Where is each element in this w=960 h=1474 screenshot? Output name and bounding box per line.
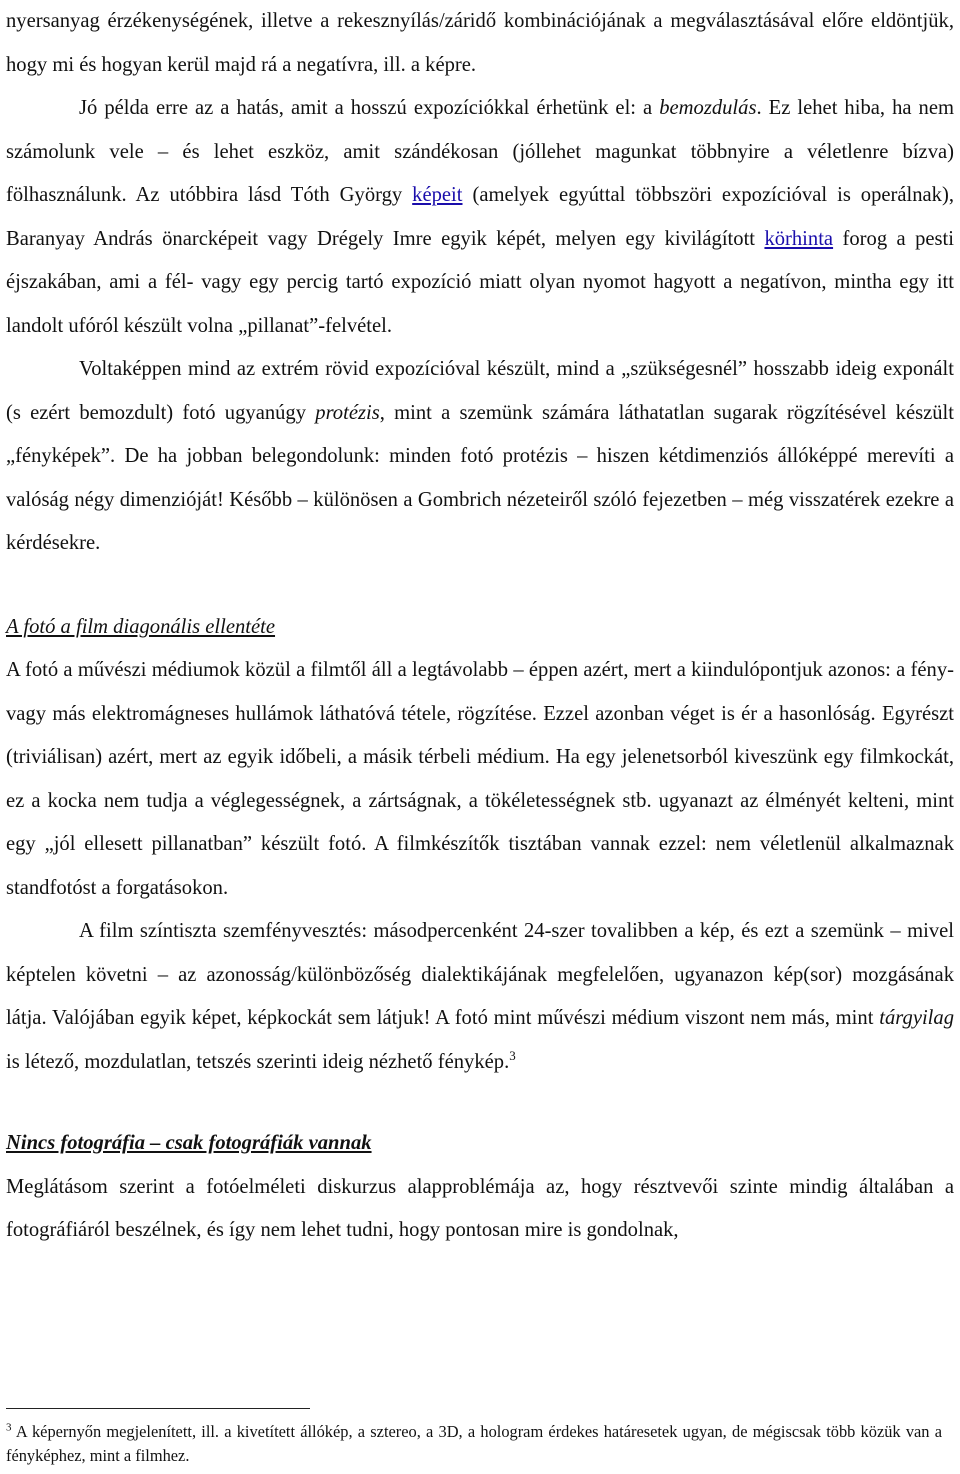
link-kepeit[interactable]: képeit <box>412 184 463 206</box>
paragraph-text: Voltaképpen mind az extrém rövid expozícióval készült, mind a „szükségesnél” hosszabb ideig exponált (s ezért bemozdult) fotó ugyanúgy <box>6 358 954 424</box>
paragraph-text: , mint a szemünk számára láthatatlan sugarak rögzítésével készült „fényképek”. De ha jobban belegondolunk: minden fotó protézis – hiszen kétdimenziós állóképpé merevíti a valóság négy dimenzióját! Később – különösen a Gombrich nézeteiről szóló fejezetben – még visszatérek ezekre a kérdésekre. <box>6 401 954 554</box>
heading-text: Nincs fotográfia – csak fotográfiák vannak <box>6 1132 372 1154</box>
section-heading-2 <box>6 1122 954 1166</box>
paragraph-text: . Ez lehet hiba, ha nem számolunk vele – és lehet eszköz, amit szándékosan (jóllehet magunkat többnyire a véletlenre bízva) fölhasználunk. Az utóbbira lásd Tóth György <box>6 97 954 206</box>
paragraph-text: A film színtiszta szemfényvesztés: másodpercenként 24-szer tovalibben a kép, és ezt a szemünk – mivel képtelen követni – az azonosság/különbözőség dialektikájának megfelelően, ugyanazon kép(sor) mozgásának látja. Valójában egyik képet, képkockát sem látjuk! A fotó mint művészi médium viszont nem más, mint <box>6 920 954 1029</box>
footnote-reference[interactable]: 3 <box>509 1047 516 1063</box>
heading-text: A fotó a film diagonális ellentéte <box>6 615 276 638</box>
paragraph-text: nyersanyag érzékenységének, illetve a rekesznyílás/záridő kombinációjának a megválasztásával előre eldöntjük, hogy mi és hogyan kerül majd rá a negatívra, ill. a képre. <box>6 10 954 76</box>
emphasis-protezis: protézis <box>315 401 380 424</box>
emphasis-bemozdulas: bemozdulás <box>659 97 757 119</box>
paragraph-6 <box>6 1166 954 1253</box>
paragraph-text: forog a pesti éjszakában, ami a fél- vagy egy percig tartó expozíció miatt olyan nyomot hagyott a negatívon, mintha egy itt landolt ufóról készült volna „pillanat”-felvétel. <box>6 227 954 337</box>
paragraph-3 <box>6 348 954 566</box>
paragraph-1 <box>6 0 954 87</box>
paragraph-text: is létező, mozdulatlan, tetszés szerinti ideig nézhető fénykép. <box>6 1050 510 1073</box>
paragraph-4 <box>6 649 954 910</box>
paragraph-text: Meglátásom szerint a fotóelméleti diskurzus alapproblémája az, hogy résztvevői szinte mindig általában a fotográfiáról beszélnek, és így nem lehet tudni, hogy pontosan mire is gondolnak, <box>6 1175 954 1241</box>
footnote <box>6 1420 942 1467</box>
section-heading-1 <box>6 606 954 650</box>
link-korhinta[interactable]: körhinta <box>764 227 834 250</box>
paragraph-text: Jó példa erre az a hatás, amit a hosszú expozíciókkal érhetünk el: a <box>79 97 660 119</box>
paragraph-5 <box>6 910 954 1084</box>
paragraph-text: A fotó a művészi médiumok közül a filmtől áll a legtávolabb – éppen azért, mert a kiindulópontjuk azonos: a fény- vagy más elektromágneses hullámok láthatóvá tétele, rögzítése. Ezzel azonban véget is ér a hasonlóság. Egyrészt (triviálisan) azért, mert az egyik időbeli, a másik térbeli médium. Ha egy jelenetsorból kiveszünk egy filmkockát, ez a kocka nem tudja a véglegességnek, a zártságnak, a tökéletességnek stb. ugyanazt az élményét kelteni, mint egy „jól ellesett pillanatban” készült fotó. A filmkészítők tisztában vannak ezzel: nem véletlenül alkalmaznak standfotóst a forgatásokon. <box>6 659 954 899</box>
paragraph-text: (amelyek egyúttal többszöri expozícióval is operálnak), Baranyay András önarcképeit vagy Drégely Imre egyik képét, melyen egy kivilágított <box>6 184 954 250</box>
footnote-separator <box>6 1408 310 1409</box>
document-body <box>6 0 954 1253</box>
paragraph-2 <box>6 87 954 348</box>
emphasis-targyilag: tárgyilag <box>879 1007 954 1029</box>
footnote-text: A képernyőn megjelenített, ill. a kivetített állókép, a sztereo, a 3D, a hologram érdekes határesetek ugyan, de mégiscsak több közük van a fényképhez, mint a filmhez. <box>6 1422 942 1465</box>
footnote-number: 3 <box>6 1421 12 1434</box>
